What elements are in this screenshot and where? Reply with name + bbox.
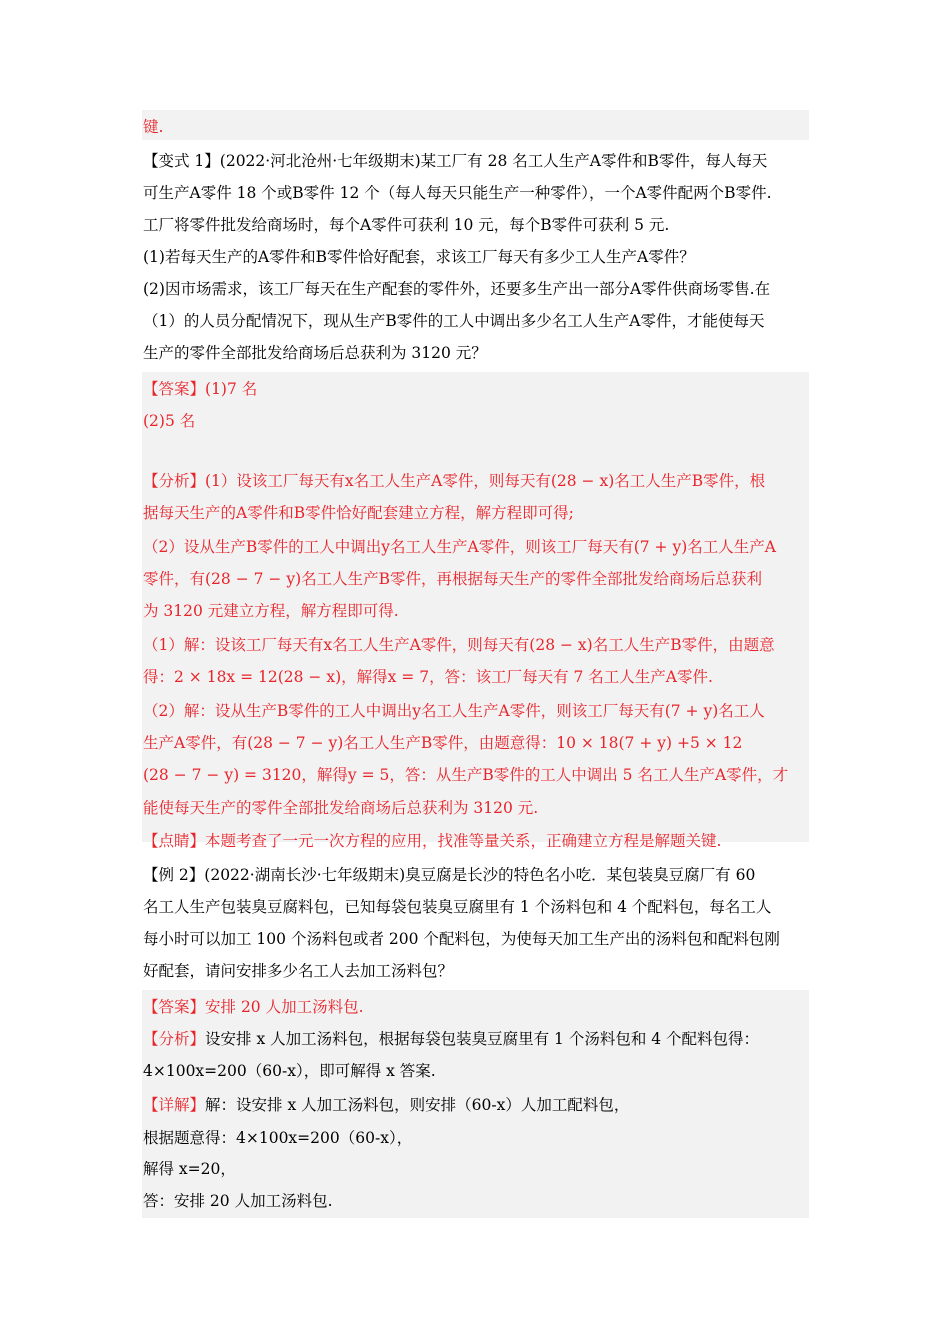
analysis-line: （1）解：设该工厂每天有x名工人生产A零件，则每天有(28 − x)名工人生产B零件，由题意 [143, 636, 775, 654]
detail2-line: 答：安排 20 人加工汤料包. [143, 1192, 333, 1210]
answer2-text: 安排 20 人加工汤料包. [205, 998, 364, 1016]
variant-line: 可生产A零件 18 个或B零件 12 个（每人每天只能生产一种零件），一个A零件配两个B零件. [143, 184, 772, 202]
answer-line [143, 378, 811, 400]
analysis2-line [143, 1028, 811, 1050]
variant-line: (2)因市场需求，该工厂每天在生产配套的零件外，还要多生产出一部分A零件供商场零售.在 [143, 280, 771, 298]
analysis-line: 为 3120 元建立方程，解方程即可得. [143, 602, 399, 620]
analysis-line: （2）解：设从生产B零件的工人中调出y名工人生产A零件，则该工厂每天有(7 + y)名工人 [143, 702, 765, 720]
analysis-line: 生产A零件，有(28 − 7 − y)名工人生产B零件，由题意得：10 × 18(7 + y) +5 × 12 [143, 734, 743, 752]
analysis-line: (28 − 7 − y) = 3120，解得y = 5，答：从生产B零件的工人中调出 5 名工人生产A零件，才 [143, 766, 789, 784]
analysis-line: 能使每天生产的零件全部批发给商场后总获利为 3120 元. [143, 799, 539, 817]
analysis2-text: 设安排 x 人加工汤料包，根据每袋包装臭豆腐里有 1 个汤料包和 4 个配料包得： [205, 1030, 760, 1048]
detail2-line [143, 1094, 811, 1116]
answer2-line [143, 996, 811, 1018]
example-line: 【例 2】(2022·湖南长沙·七年级期末)臭豆腐是长沙的特色名小吃．某包装臭豆腐厂有 60 [143, 866, 756, 884]
detail2-tag: 【详解】 [143, 1096, 206, 1114]
detail2-line: 根据题意得：4×100x=200（60-x）， [143, 1129, 413, 1147]
answer2-tag: 【答案】 [143, 998, 206, 1016]
example-line: 好配套，请问安排多少名工人去加工汤料包？ [143, 962, 454, 980]
analysis2-tag: 【分析】 [143, 1030, 206, 1048]
variant-line: （1）的人员分配情况下，现从生产B零件的工人中调出多少名工人生产A零件，才能使每天 [143, 312, 765, 330]
variant-line: 生产的零件全部批发给商场后总获利为 3120 元？ [143, 344, 487, 362]
analysis2-line: 4×100x=200（60-x），即可解得 x 答案. [143, 1062, 436, 1080]
analysis-line: 据每天生产的A零件和B零件恰好配套建立方程，解方程即可得; [143, 504, 574, 522]
answer-text: (1)7 名 [205, 380, 258, 398]
detail2-line: 解得 x=20， [143, 1160, 236, 1178]
example-line: 每小时可以加工 100 个汤料包或者 200 个配料包，为使每天加工生产出的汤料包和配料包刚 [143, 930, 780, 948]
analysis-line: 零件，有(28 − 7 − y)名工人生产B零件，再根据每天生产的零件全部批发给商场后总获利 [143, 570, 763, 588]
answer-tag: 【答案】 [143, 380, 206, 398]
analysis-line: （2）设从生产B零件的工人中调出y名工人生产A零件，则该工厂每天有(7 + y)名工人生产A [143, 538, 776, 556]
answer-line: (2)5 名 [143, 412, 196, 430]
analysis-line: 【分析】(1）设该工厂每天有x名工人生产A零件，则每天有(28 − x)名工人生产B零件，根 [143, 472, 766, 490]
analysis-line: 得：2 × 18x = 12(28 − x)，解得x = 7，答：该工厂每天有 7 名工人生产A零件. [143, 668, 713, 686]
continued-text: 键. [143, 118, 164, 136]
example-line: 名工人生产包装臭豆腐料包，已知每袋包装臭豆腐里有 1 个汤料包和 4 个配料包，每名工人 [143, 898, 772, 916]
variant-line: 工厂将零件批发给商场时，每个A零件可获利 10 元，每个B零件可获利 5 元. [143, 216, 670, 234]
detail2-text: 解：设安排 x 人加工汤料包，则安排（60-x）人加工配料包， [205, 1096, 630, 1114]
variant-line: (1)若每天生产的A零件和B零件恰好配套，求该工厂每天有多少工人生产A零件？ [143, 248, 695, 266]
variant-line: 【变式 1】(2022·河北沧州·七年级期末)某工厂有 28 名工人生产A零件和B零件，每人每天 [143, 152, 768, 170]
analysis-line: 【点睛】本题考查了一元一次方程的应用，找准等量关系，正确建立方程是解题关键. [143, 832, 722, 850]
